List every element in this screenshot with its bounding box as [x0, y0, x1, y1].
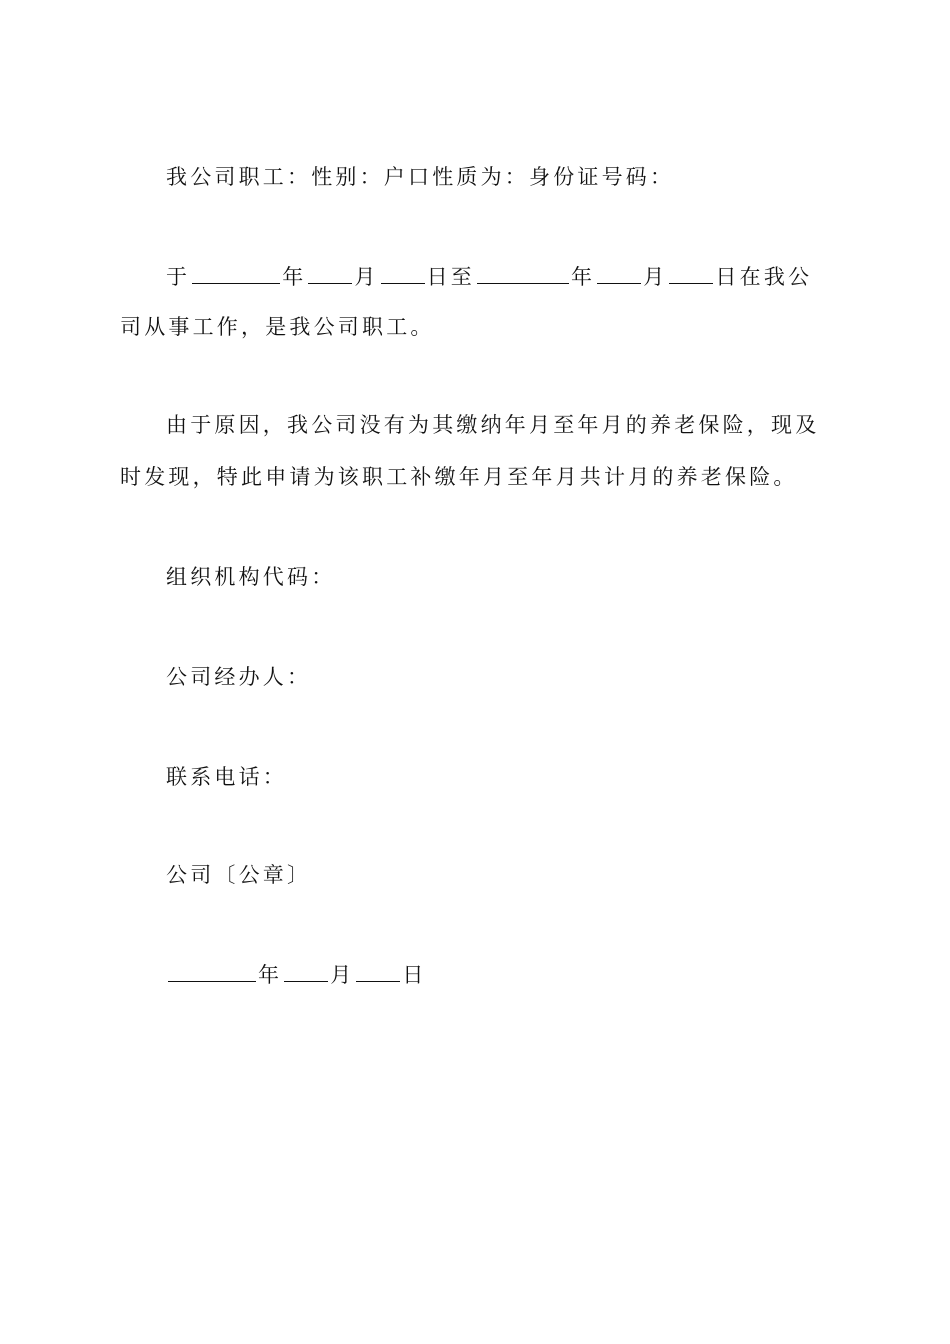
seal-line	[120, 860, 832, 890]
org-code-line	[120, 562, 832, 592]
reason-line-1	[120, 410, 832, 440]
date-day-label: 日	[402, 963, 427, 987]
day-to-label: 日至	[426, 265, 476, 289]
phone-line	[120, 762, 832, 792]
date-line	[120, 960, 832, 990]
end-year-blank	[477, 263, 569, 284]
reason-text-2: 时发现，特此申请为该职工补缴年月至年月共计月的养老保险。	[120, 465, 798, 489]
employment-period-line-2	[120, 312, 832, 342]
from-label: 于	[166, 265, 191, 289]
org-code-label: 组织机构代码：	[166, 565, 336, 589]
day-end-label: 日在我公	[715, 265, 813, 289]
employment-period-line	[120, 262, 832, 292]
seal-label: 公司〔公章〕	[166, 863, 312, 887]
date-year-blank	[168, 961, 256, 982]
month-label: 月	[354, 265, 379, 289]
start-year-blank	[192, 263, 280, 284]
handler-line	[120, 662, 832, 692]
phone-label: 联系电话：	[166, 765, 287, 789]
date-day-blank	[356, 961, 400, 982]
end-month-blank	[597, 263, 641, 284]
year-label: 年	[282, 265, 307, 289]
date-year-label: 年	[258, 963, 283, 987]
reason-text-1: 由于原因，我公司没有为其缴纳年月至年月的养老保险，现及	[166, 413, 820, 437]
date-month-blank	[284, 961, 328, 982]
start-day-blank	[381, 263, 425, 284]
handler-label: 公司经办人：	[166, 665, 312, 689]
month-label-2: 月	[643, 265, 668, 289]
year-label-2: 年	[571, 265, 596, 289]
date-month-label: 月	[330, 963, 355, 987]
start-month-blank	[308, 263, 352, 284]
employment-period-text-2: 司从事工作，是我公司职工。	[120, 315, 435, 339]
reason-line-2	[120, 462, 832, 492]
end-day-blank	[669, 263, 713, 284]
employee-info-text: 我公司职工：性别：户口性质为：身份证号码：	[166, 165, 675, 189]
employee-info-line	[120, 162, 832, 192]
